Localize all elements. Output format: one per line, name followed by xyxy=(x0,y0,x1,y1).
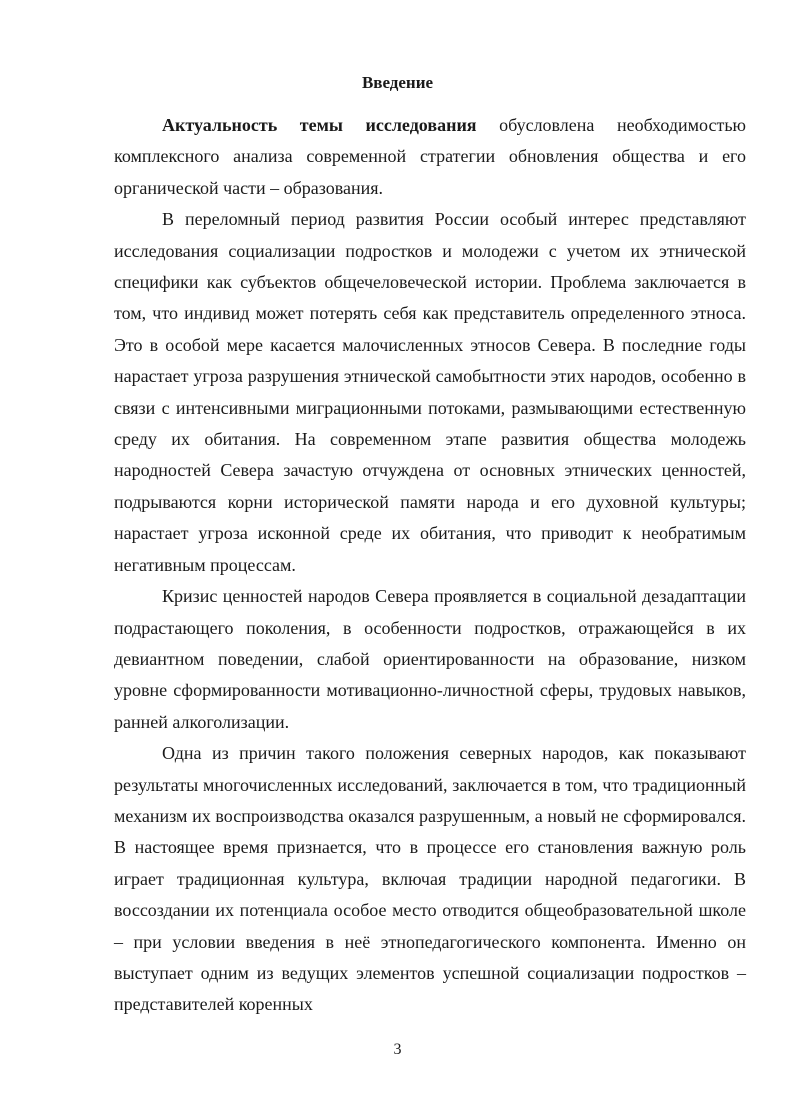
paragraph-text: Одна из причин такого положения северных народов, как показывают результаты многочисленных исследований, заключается в том, что традиционный механизм их воспроизводства оказался разрушенным, а новый не сформировался. В настоящее время признается, что в процессе его становления важную роль играет традиционная культура, включая традиции народной педагогики. В воссоздании их потенциала особое место отводится общеобразовательной школе – при условии введения в неё этнопедагогического компонента. Именно он выступает одним из ведущих элементов успешной социализации подростков – представителей коренных xyxy=(114,743,746,1015)
paragraph-causes xyxy=(114,738,746,1021)
paragraph-lead: Актуальность темы исследования xyxy=(162,115,477,135)
paragraph-text: В переломный период развития России особый интерес представляют исследования социализации подростков и молодежи с учетом их этнической специфики как субъектов общечеловеческой истории. Проблема заключается в том, что индивид может потерять себя как представитель определенного этноса. Это в особой мере касается малочисленных этносов Севера. В последние годы нарастает угроза разрушения этнической самобытности этих народов, особенно в связи с интенсивными миграционными потоками, размывающими естественную среду их обитания. На современном этапе развития общества молодежь народностей Севера зачастую отчуждена от основных этнических ценностей, подрываются корни исторической памяти народа и его духовной культуры; нарастает угроза исконной среде их обитания, что приводит к необратимым негативным процессам. xyxy=(114,209,746,575)
paragraph-values-crisis xyxy=(114,581,746,738)
page-title: Введение xyxy=(361,73,434,92)
paragraph-text: обусловлена необходимостью комплексного анализа современной стратегии обновления общества и его органической части – образования. xyxy=(114,115,746,198)
paragraph-relevance xyxy=(114,110,746,204)
page-number: 3 xyxy=(393,1041,402,1058)
paragraph-text: Кризис ценностей народов Севера проявляется в социальной дезадаптации подрастающего поколения, в особенности подростков, отражающейся в их девиантном поведении, слабой ориентированности на образование, низком уровне сформированности мотивационно-личностной сферы, трудовых навыков, ранней алкоголизации. xyxy=(114,586,746,732)
document-body xyxy=(114,110,746,1021)
paragraph-turning-point xyxy=(114,204,746,581)
